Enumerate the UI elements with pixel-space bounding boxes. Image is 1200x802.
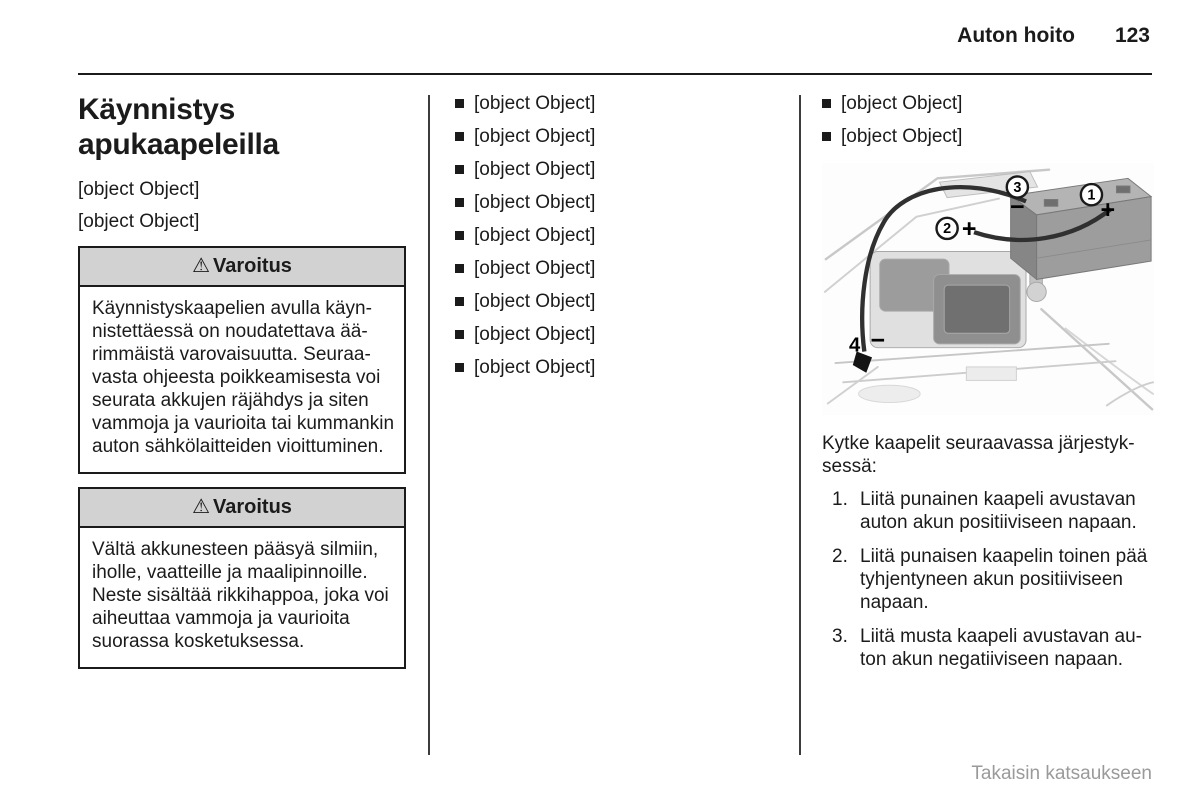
step-item (832, 545, 1154, 614)
bullet-text: [object Object] (474, 93, 596, 114)
step-number: 2. (832, 546, 848, 567)
warning-box-header (80, 489, 404, 528)
page-title: Käynnistys apukaapeleilla (78, 93, 279, 161)
figure-label-3: 3 (1013, 179, 1022, 196)
bullet-text: [object Object] (474, 126, 596, 147)
step-item (832, 488, 1154, 534)
bullet-item (455, 224, 778, 247)
header-rule (78, 73, 1152, 75)
right-bullet-list (822, 92, 1154, 148)
bullet-item (455, 92, 778, 115)
section-title: Auton hoito (957, 24, 1075, 47)
connection-steps (822, 488, 1154, 671)
warning-box (78, 246, 406, 474)
left-column (78, 92, 406, 669)
warning-icon: ⚠ (192, 255, 210, 277)
bullet-text: [object Object] (474, 324, 596, 345)
bullet-item (455, 158, 778, 181)
bullet-square-icon (455, 99, 464, 108)
bullet-item (822, 92, 1154, 115)
figure-sign-4: − (870, 326, 886, 355)
figure-sign-3: − (1010, 192, 1025, 221)
paragraph: [object Object] (78, 211, 200, 232)
bullet-square-icon (822, 99, 831, 108)
back-to-overview-link[interactable]: Takaisin katsaukseen (971, 763, 1152, 784)
page-number: 123 (1114, 24, 1150, 47)
step-number: 1. (832, 489, 848, 510)
figure-label-4: 4 (848, 334, 861, 357)
bullet-square-icon (455, 132, 464, 141)
bullet-square-icon (455, 165, 464, 174)
warning-icon: ⚠ (192, 496, 210, 518)
warning-body: Vältä akkunesteen pääsyä silmiin, iholle, vaatteille ja maalipinnoille. Neste sisältää rikkihappoa, joka voi aiheuttaa vammoja ja vaurioita suorassa kosketuksessa. (92, 539, 389, 652)
page-header (957, 24, 1150, 47)
bullet-item (455, 290, 778, 313)
bullet-item (455, 125, 778, 148)
paragraph: [object Object] (78, 179, 200, 200)
bullet-square-icon (455, 264, 464, 273)
warning-title: Varoitus (213, 496, 292, 518)
figure-sign-1: + (1100, 195, 1116, 224)
bullet-text: [object Object] (841, 93, 963, 114)
engine-bay-illustration (822, 158, 1154, 420)
middle-column (455, 92, 778, 389)
bullet-text: [object Object] (474, 225, 596, 246)
figure-sign-2: + (961, 215, 977, 244)
step-item (832, 625, 1154, 671)
jump-start-figure (822, 158, 1154, 420)
step-text: Liitä punainen kaapeli avustavan auton akun positiiviseen napaan. (860, 489, 1137, 533)
bullet-item (455, 323, 778, 346)
bullet-square-icon (455, 297, 464, 306)
middle-bullet-list (455, 92, 778, 379)
bullet-text: [object Object] (474, 192, 596, 213)
bullet-item (455, 191, 778, 214)
bullet-text: [object Object] (474, 291, 596, 312)
figure-label-1: 1 (1087, 187, 1096, 204)
bullet-square-icon (455, 330, 464, 339)
intro-paragraphs (78, 178, 406, 233)
bullet-item (822, 125, 1154, 148)
warning-body: Käynnistyskaapelien avulla käynnistettäessä on noudatettava äärimmäistä varovaisuutta. Seuraavasta ohjeesta poikkeamisesta voi seurata akkujen räjähdys ja siten vammoja ja vaurioita tai kummankin auton sähkölaitteiden vioittuminen. (92, 298, 395, 457)
bullet-text: [object Object] (474, 357, 596, 378)
bullet-square-icon (455, 231, 464, 240)
column-separator-2 (799, 95, 801, 755)
bullet-square-icon (455, 198, 464, 207)
column-separator-1 (428, 95, 430, 755)
step-text: Liitä punaisen kaapelin toinen pää tyhjentyneen akun positiiviseen napaan. (860, 546, 1148, 613)
warning-box (78, 487, 406, 669)
warning-title: Varoitus (213, 255, 292, 277)
bullet-item (455, 257, 778, 280)
step-text: Liitä musta kaapeli avustavan auton akun negatiiviseen napaan. (860, 626, 1142, 670)
bullet-text: [object Object] (474, 258, 596, 279)
bullet-square-icon (455, 363, 464, 372)
right-column (822, 92, 1154, 682)
warning-boxes (78, 246, 406, 669)
bullet-text: [object Object] (474, 159, 596, 180)
bullet-item (455, 356, 778, 379)
warning-box-header (80, 248, 404, 287)
figure-label-2: 2 (943, 221, 952, 238)
connection-intro: Kytke kaapelit seuraavassa järjestyksessä: (822, 433, 1135, 477)
bullet-text: [object Object] (841, 126, 963, 147)
step-number: 3. (832, 626, 848, 647)
bullet-square-icon (822, 132, 831, 141)
